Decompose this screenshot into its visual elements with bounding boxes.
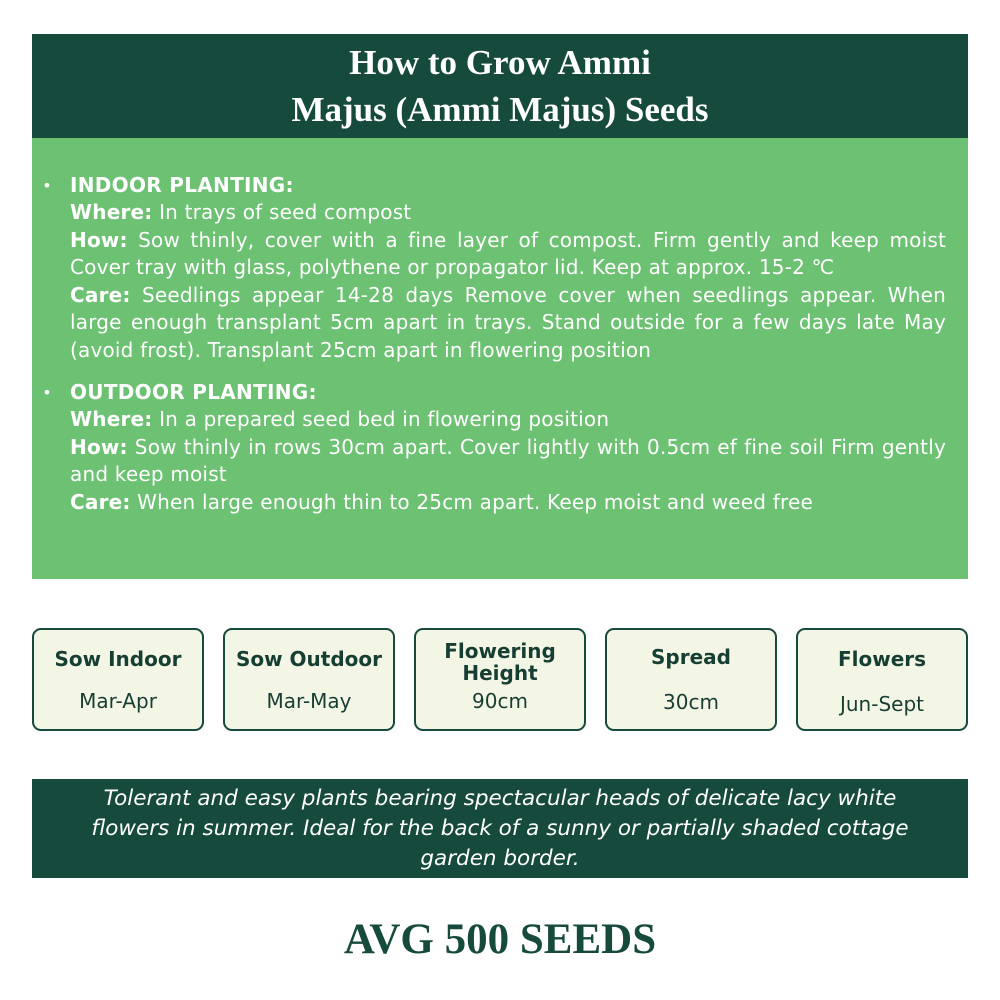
indoor-care	[70, 282, 946, 365]
indoor-care-text: Seedlings appear 14-28 days Remove cover when seedlings appear. When large enough transplant 5cm apart in trays. Stand outside for a few days late May (avoid frost). Transplant 25cm apart in flowering position	[70, 282, 946, 362]
card-value: 90cm	[472, 689, 528, 713]
indoor-care-label: Care:	[70, 282, 131, 307]
outdoor-care-text: When large enough thin to 25cm apart. Keep moist and weed free	[137, 489, 813, 514]
card-label: Spread	[651, 645, 731, 669]
outdoor-where-text: In a prepared seed bed in flowering position	[159, 407, 610, 431]
flowers-card	[796, 628, 968, 731]
seed-count: AVG 500 SEEDS	[343, 916, 657, 963]
card-label: Sow Outdoor	[235, 647, 383, 671]
spread-card	[605, 628, 777, 731]
growing-info-cards	[32, 628, 968, 731]
card-value: 30cm	[663, 690, 719, 714]
outdoor-care-label: Care:	[70, 489, 131, 514]
indoor-how-label: How:	[70, 227, 128, 252]
indoor-planting-section	[42, 172, 946, 364]
title-line-1: How to Grow Ammi	[349, 43, 651, 82]
outdoor-planting-title: OUTDOOR PLANTING:	[70, 380, 317, 404]
card-value: Mar-May	[266, 689, 352, 713]
indoor-how	[70, 227, 946, 282]
indoor-how-text: Sow thinly, cover with a fine layer of compost. Firm gently and keep moist Cover tray with glass, polythene or propagator lid. Keep at approx. 15-2 ℃	[70, 227, 946, 279]
sow-indoor-card	[32, 628, 204, 731]
outdoor-care	[70, 489, 946, 517]
outdoor-how	[70, 434, 946, 489]
indoor-where	[70, 199, 946, 227]
flowering-height-card	[414, 628, 586, 731]
outdoor-how-text: Sow thinly in rows 30cm apart. Cover lightly with 0.5cm ef fine soil Firm gently and keep moist	[70, 434, 946, 486]
outdoor-planting-section	[42, 379, 946, 516]
outdoor-where	[70, 406, 946, 434]
card-value: Jun-Sept	[839, 692, 924, 716]
card-label: Flowers	[837, 647, 927, 671]
card-label: Sow Indoor	[54, 647, 182, 671]
bullet-icon: •	[42, 176, 52, 195]
indoor-where-label: Where:	[70, 200, 153, 224]
bullet-icon: •	[42, 383, 52, 402]
outdoor-where-label: Where:	[70, 407, 153, 431]
sow-outdoor-card	[223, 628, 395, 731]
indoor-where-text: In trays of seed compost	[159, 200, 412, 224]
card-label: Flowering Height	[444, 639, 556, 685]
plant-description: Tolerant and easy plants bearing spectacular heads of delicate lacy white flowers in summer. Ideal for the back of a sunny or partially shaded cottage garden border.	[32, 779, 968, 878]
card-value: Mar-Apr	[79, 689, 157, 713]
outdoor-how-label: How:	[70, 434, 128, 459]
indoor-planting-title: INDOOR PLANTING:	[70, 173, 294, 197]
page-title	[32, 34, 968, 138]
planting-instructions-panel	[32, 138, 968, 579]
title-line-2: Majus (Ammi Majus) Seeds	[291, 90, 709, 129]
